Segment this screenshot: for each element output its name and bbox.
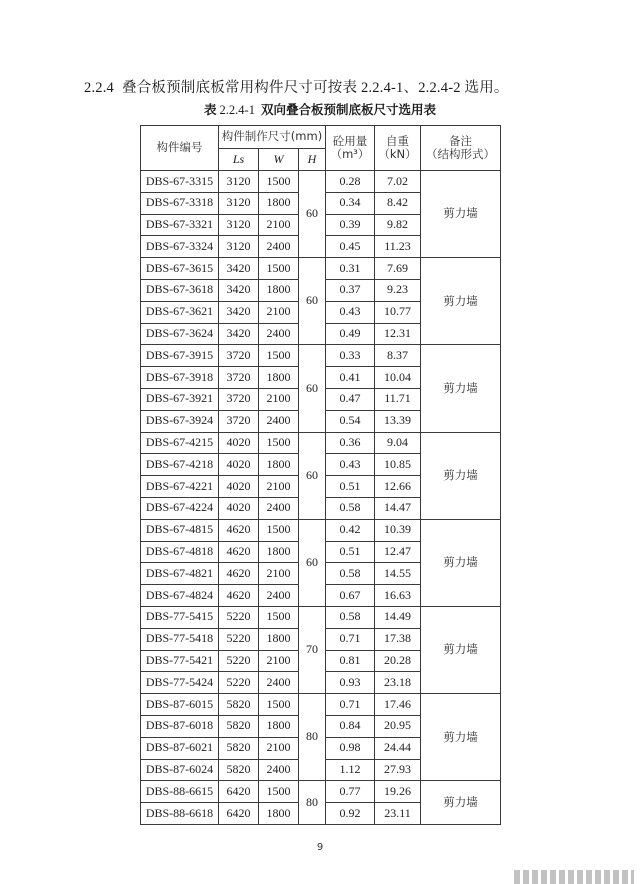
cell-code: DBS-67-4818 [141, 541, 219, 563]
cell-weight: 7.02 [375, 171, 421, 193]
cell-ls: 4020 [219, 432, 259, 454]
cell-code: DBS-67-4224 [141, 497, 219, 519]
table-row [141, 171, 501, 193]
cell-volume: 0.92 [326, 803, 375, 825]
cell-h: 60 [299, 432, 326, 519]
cell-weight: 23.11 [375, 803, 421, 825]
cell-w: 1500 [259, 781, 299, 803]
cell-w: 2400 [259, 759, 299, 781]
cell-ls: 3120 [219, 236, 259, 258]
cell-w: 1800 [259, 192, 299, 214]
intro-text: 叠合板预制底板常用构件尺寸可按表 2.2.4-1、2.2.4-2 选用。 [122, 80, 509, 96]
cell-code: DBS-67-4824 [141, 585, 219, 607]
cell-ls: 5220 [219, 628, 259, 650]
cell-w: 2400 [259, 236, 299, 258]
cell-weight: 10.04 [375, 367, 421, 389]
cell-code: DBS-67-3924 [141, 410, 219, 432]
cell-ls: 4020 [219, 476, 259, 498]
table-row [141, 694, 501, 716]
cell-volume: 0.34 [326, 192, 375, 214]
cell-note: 剪力墙 [421, 432, 501, 519]
table-row [141, 432, 501, 454]
cell-h: 60 [299, 345, 326, 432]
cell-w: 1500 [259, 694, 299, 716]
table-row [141, 781, 501, 803]
cell-volume: 0.33 [326, 345, 375, 367]
caption-number: 2.2.4-1 [219, 103, 255, 117]
cell-ls: 3420 [219, 301, 259, 323]
table-caption [0, 100, 640, 118]
cell-weight: 11.23 [375, 236, 421, 258]
cell-note: 剪力墙 [421, 519, 501, 606]
cell-w: 2100 [259, 650, 299, 672]
cell-w: 1800 [259, 541, 299, 563]
cell-code: DBS-67-3621 [141, 301, 219, 323]
cell-w: 2100 [259, 476, 299, 498]
header-volume-label: 砼用量 [332, 133, 368, 148]
cell-weight: 14.49 [375, 606, 421, 628]
cell-w: 1800 [259, 715, 299, 737]
cell-volume: 0.67 [326, 585, 375, 607]
cell-code: DBS-87-6015 [141, 694, 219, 716]
cell-h: 80 [299, 694, 326, 781]
header-h: H [299, 149, 326, 171]
cell-volume: 0.51 [326, 476, 375, 498]
cell-w: 2100 [259, 563, 299, 585]
cell-w: 1500 [259, 258, 299, 280]
cell-code: DBS-67-3918 [141, 367, 219, 389]
cell-ls: 3420 [219, 279, 259, 301]
cell-w: 1800 [259, 628, 299, 650]
cell-h: 60 [299, 171, 326, 258]
cell-weight: 10.39 [375, 519, 421, 541]
cell-volume: 0.42 [326, 519, 375, 541]
cell-ls: 3720 [219, 367, 259, 389]
cell-volume: 0.41 [326, 367, 375, 389]
cell-weight: 13.39 [375, 410, 421, 432]
cell-ls: 3420 [219, 258, 259, 280]
cell-weight: 16.63 [375, 585, 421, 607]
cell-h: 70 [299, 606, 326, 693]
cell-code: DBS-67-3318 [141, 192, 219, 214]
cell-w: 1500 [259, 432, 299, 454]
cell-code: DBS-67-3624 [141, 323, 219, 345]
cell-ls: 3720 [219, 345, 259, 367]
cell-ls: 5820 [219, 737, 259, 759]
cell-code: DBS-88-6615 [141, 781, 219, 803]
cell-weight: 20.95 [375, 715, 421, 737]
cell-code: DBS-67-4218 [141, 454, 219, 476]
cell-code: DBS-88-6618 [141, 803, 219, 825]
cell-volume: 0.37 [326, 279, 375, 301]
cell-weight: 12.31 [375, 323, 421, 345]
header-weight [375, 126, 421, 171]
cell-volume: 0.77 [326, 781, 375, 803]
header-dims: 构件制作尺寸(mm) [219, 126, 326, 149]
header-weight-label: 自重 [386, 133, 409, 148]
header-volume-unit: （m³） [330, 147, 370, 161]
cell-ls: 6420 [219, 781, 259, 803]
cell-weight: 20.28 [375, 650, 421, 672]
cell-w: 2400 [259, 323, 299, 345]
cell-w: 2100 [259, 737, 299, 759]
cell-code: DBS-67-3618 [141, 279, 219, 301]
cell-weight: 12.66 [375, 476, 421, 498]
header-ls: Ls [219, 149, 259, 171]
cell-code: DBS-67-3921 [141, 388, 219, 410]
cell-w: 1800 [259, 803, 299, 825]
cell-code: DBS-67-4815 [141, 519, 219, 541]
cell-volume: 0.98 [326, 737, 375, 759]
intro-paragraph [84, 76, 509, 97]
cell-code: DBS-87-6024 [141, 759, 219, 781]
cell-weight: 8.37 [375, 345, 421, 367]
cell-weight: 11.71 [375, 388, 421, 410]
cell-w: 2400 [259, 585, 299, 607]
cell-w: 1500 [259, 606, 299, 628]
cell-weight: 12.47 [375, 541, 421, 563]
header-note [421, 126, 501, 171]
cell-ls: 3420 [219, 323, 259, 345]
cell-weight: 10.85 [375, 454, 421, 476]
cell-weight: 14.47 [375, 497, 421, 519]
cell-w: 1800 [259, 279, 299, 301]
cell-ls: 4620 [219, 585, 259, 607]
cell-note: 剪力墙 [421, 781, 501, 825]
header-code: 构件编号 [141, 126, 219, 171]
cell-volume: 0.58 [326, 606, 375, 628]
cell-volume: 0.84 [326, 715, 375, 737]
cell-volume: 1.12 [326, 759, 375, 781]
cell-w: 2100 [259, 214, 299, 236]
cell-note: 剪力墙 [421, 345, 501, 432]
cell-volume: 0.54 [326, 410, 375, 432]
cell-w: 2100 [259, 301, 299, 323]
table-row [141, 345, 501, 367]
cell-volume: 0.51 [326, 541, 375, 563]
cell-note: 剪力墙 [421, 694, 501, 781]
cell-code: DBS-77-5421 [141, 650, 219, 672]
cell-ls: 3720 [219, 388, 259, 410]
cell-ls: 4620 [219, 541, 259, 563]
table-body [141, 171, 501, 825]
cell-volume: 0.93 [326, 672, 375, 694]
cell-weight: 17.38 [375, 628, 421, 650]
header-note-sub: （结构形式） [426, 147, 495, 161]
cell-weight: 9.04 [375, 432, 421, 454]
cell-code: DBS-67-4215 [141, 432, 219, 454]
cell-w: 1800 [259, 454, 299, 476]
cell-code: DBS-67-3321 [141, 214, 219, 236]
cell-code: DBS-77-5424 [141, 672, 219, 694]
cell-code: DBS-77-5415 [141, 606, 219, 628]
cell-h: 60 [299, 258, 326, 345]
watermark [514, 870, 634, 884]
cell-weight: 9.23 [375, 279, 421, 301]
caption-title: 双向叠合板预制底板尺寸选用表 [260, 102, 436, 117]
cell-code: DBS-77-5418 [141, 628, 219, 650]
cell-h: 60 [299, 519, 326, 606]
cell-volume: 0.31 [326, 258, 375, 280]
cell-volume: 0.58 [326, 563, 375, 585]
cell-code: DBS-67-3324 [141, 236, 219, 258]
cell-volume: 0.43 [326, 454, 375, 476]
panel-size-table [140, 125, 501, 825]
cell-ls: 5220 [219, 672, 259, 694]
table-row [141, 606, 501, 628]
cell-weight: 17.46 [375, 694, 421, 716]
header-weight-unit: （kN） [378, 147, 417, 161]
cell-volume: 0.71 [326, 694, 375, 716]
cell-code: DBS-67-4821 [141, 563, 219, 585]
cell-w: 2400 [259, 497, 299, 519]
cell-ls: 5820 [219, 694, 259, 716]
cell-ls: 6420 [219, 803, 259, 825]
cell-volume: 0.81 [326, 650, 375, 672]
table-row [141, 258, 501, 280]
cell-weight: 8.42 [375, 192, 421, 214]
cell-ls: 5820 [219, 759, 259, 781]
cell-weight: 23.18 [375, 672, 421, 694]
cell-w: 1800 [259, 367, 299, 389]
cell-note: 剪力墙 [421, 606, 501, 693]
cell-ls: 4020 [219, 454, 259, 476]
cell-code: DBS-67-3915 [141, 345, 219, 367]
cell-ls: 3720 [219, 410, 259, 432]
cell-w: 1500 [259, 171, 299, 193]
header-volume [326, 126, 375, 171]
cell-ls: 4620 [219, 519, 259, 541]
cell-ls: 5820 [219, 715, 259, 737]
cell-w: 1500 [259, 345, 299, 367]
cell-volume: 0.47 [326, 388, 375, 410]
cell-w: 1500 [259, 519, 299, 541]
cell-volume: 0.39 [326, 214, 375, 236]
cell-weight: 19.26 [375, 781, 421, 803]
cell-note: 剪力墙 [421, 171, 501, 258]
header-w: W [259, 149, 299, 171]
cell-weight: 10.77 [375, 301, 421, 323]
cell-volume: 0.28 [326, 171, 375, 193]
cell-volume: 0.71 [326, 628, 375, 650]
section-number: 2.2.4 [84, 80, 114, 96]
cell-code: DBS-67-3315 [141, 171, 219, 193]
caption-prefix: 表 [204, 102, 217, 117]
cell-volume: 0.58 [326, 497, 375, 519]
cell-volume: 0.43 [326, 301, 375, 323]
cell-volume: 0.49 [326, 323, 375, 345]
cell-volume: 0.45 [326, 236, 375, 258]
cell-w: 2400 [259, 672, 299, 694]
header-note-label: 备注 [449, 133, 472, 148]
cell-w: 2400 [259, 410, 299, 432]
cell-ls: 3120 [219, 192, 259, 214]
page-number: 9 [316, 842, 324, 853]
cell-code: DBS-67-3615 [141, 258, 219, 280]
cell-code: DBS-87-6018 [141, 715, 219, 737]
cell-weight: 27.93 [375, 759, 421, 781]
cell-weight: 9.82 [375, 214, 421, 236]
cell-volume: 0.36 [326, 432, 375, 454]
cell-code: DBS-67-4221 [141, 476, 219, 498]
table-row [141, 519, 501, 541]
cell-weight: 7.69 [375, 258, 421, 280]
cell-w: 2100 [259, 388, 299, 410]
cell-ls: 5220 [219, 606, 259, 628]
cell-ls: 4020 [219, 497, 259, 519]
cell-code: DBS-87-6021 [141, 737, 219, 759]
cell-ls: 3120 [219, 214, 259, 236]
cell-note: 剪力墙 [421, 258, 501, 345]
cell-ls: 5220 [219, 650, 259, 672]
cell-weight: 14.55 [375, 563, 421, 585]
cell-h: 80 [299, 781, 326, 825]
cell-weight: 24.44 [375, 737, 421, 759]
cell-ls: 3120 [219, 171, 259, 193]
cell-ls: 4620 [219, 563, 259, 585]
